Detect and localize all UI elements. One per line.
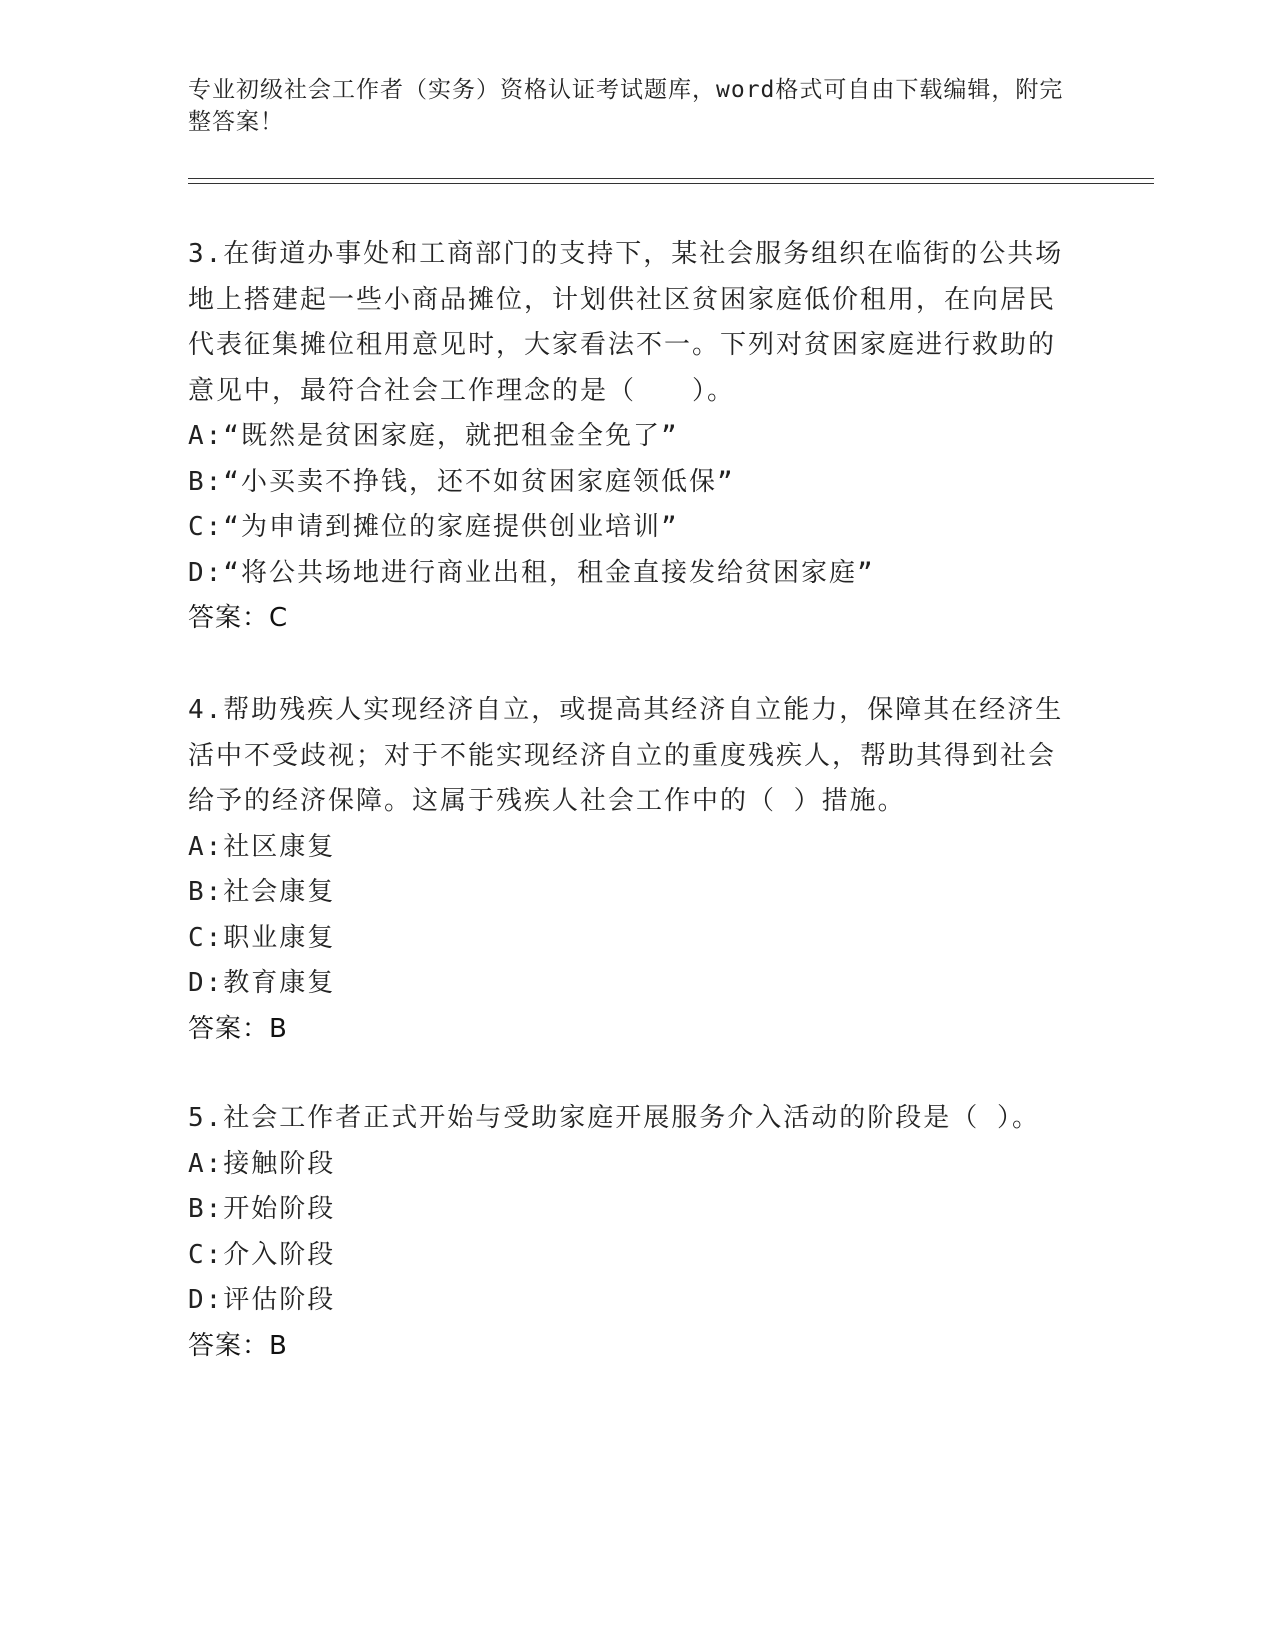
option-c: C:介入阶段 — [188, 1239, 336, 1270]
option-b: B:社会康复 — [188, 877, 336, 907]
answer-label: 答案：B — [188, 1013, 288, 1044]
question-3 — [188, 232, 1068, 642]
header-rule-bottom — [188, 183, 1154, 184]
document-header: 专业初级社会工作者（实务）资格认证考试题库，word格式可自由下载编辑，附完整答案！ — [188, 77, 1064, 135]
option-c: C:“为申请到摊位的家庭提供创业培训” — [188, 512, 679, 542]
option-a: A:“既然是贫困家庭，就把租金全免了” — [188, 421, 679, 451]
option-a: A:社区康复 — [188, 831, 336, 862]
question-5 — [188, 1096, 1068, 1369]
answer-label: 答案：B — [188, 1330, 288, 1361]
option-d: D:“将公共场地进行商业出租，租金直接发给贫困家庭” — [188, 557, 875, 588]
option-c: C:职业康复 — [188, 922, 336, 953]
answer-label: 答案：C — [188, 603, 289, 633]
option-b: B:开始阶段 — [188, 1194, 336, 1224]
question-4 — [188, 688, 1068, 1052]
option-d: D:教育康复 — [188, 968, 336, 998]
question-stem: 5.社会工作者正式开始与受助家庭开展服务介入活动的阶段是（ ）。 — [188, 1103, 1040, 1133]
question-stem: 3.在街道办事处和工商部门的支持下，某社会服务组织在临街的公共场地上搭建起一些小商品摊位，计划供社区贫困家庭低价租用，在向居民代表征集摊位租用意见时，大家看法不一。下列对贫困家庭进行救助的意见中，最符合社会工作理念的是（ ）。 — [188, 239, 1064, 406]
question-stem: 4.帮助残疾人实现经济自立，或提高其经济自立能力，保障其在经济生活中不受歧视；对于不能实现经济自立的重度残疾人，帮助其得到社会给予的经济保障。这属于残疾人社会工作中的（ ）措施。 — [188, 695, 1064, 816]
option-d: D:评估阶段 — [188, 1285, 336, 1315]
option-b: B:“小买卖不挣钱，还不如贫困家庭领低保” — [188, 466, 735, 497]
option-a: A:接触阶段 — [188, 1148, 336, 1179]
header-rule-top — [188, 178, 1154, 179]
